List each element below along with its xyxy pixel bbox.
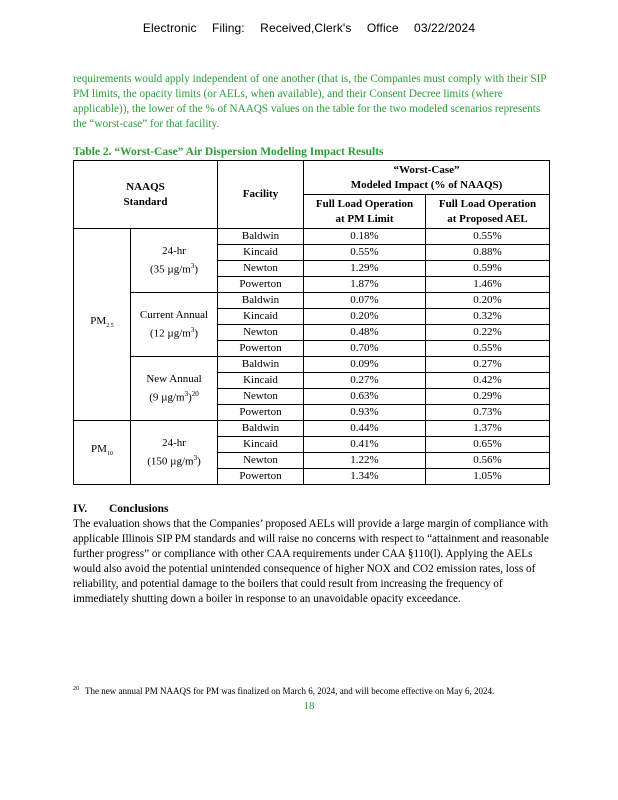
standard-24hr-pm25 [131, 229, 218, 293]
page-number: 18 [303, 700, 315, 712]
facility-header: Facility [218, 161, 304, 229]
pm10-base: PM [91, 443, 107, 456]
facility-cell: Newton [218, 389, 304, 405]
pm-limit-cell: 0.09% [304, 357, 426, 373]
ael-cell: 1.05% [426, 469, 550, 485]
pm-limit-cell: 0.63% [304, 389, 426, 405]
standard-24hr-line1: 24-hr [162, 244, 186, 257]
unit-superscript: 3 [193, 453, 198, 462]
ael-cell: 0.29% [426, 389, 550, 405]
facility-cell: Baldwin [218, 229, 304, 245]
table-caption: Table 2. “Worst-Case” Air Dispersion Modeling Impact Results [73, 146, 384, 158]
table-row [74, 293, 550, 309]
ael-cell: 0.55% [426, 229, 550, 245]
header-part-3: Received,Clerk's [260, 21, 352, 35]
pm25-base: PM [90, 315, 107, 328]
ael-cell: 0.32% [426, 309, 550, 325]
pm-limit-cell: 1.29% [304, 261, 426, 277]
proposed-ael-header-line2: at Proposed AEL [447, 212, 528, 225]
ael-cell: 0.59% [426, 261, 550, 277]
ael-cell: 0.73% [426, 405, 550, 421]
facility-cell: Kincaid [218, 309, 304, 325]
pm-limit-cell: 1.34% [304, 469, 426, 485]
pm-limit-header-line2: at PM Limit [335, 212, 394, 225]
standard-24hr-pm10-line1: 24-hr [162, 436, 186, 449]
pm-limit-cell: 1.22% [304, 453, 426, 469]
standard-new-annual-line1: New Annual [146, 372, 202, 385]
table-row [74, 421, 550, 437]
facility-cell: Newton [218, 453, 304, 469]
facility-cell: Powerton [218, 405, 304, 421]
proposed-ael-header-line1: Full Load Operation [438, 197, 537, 210]
pm-limit-cell: 0.07% [304, 293, 426, 309]
pm-limit-header [304, 195, 426, 229]
table-row [74, 229, 550, 245]
conclusion-paragraph: The evaluation shows that the Companies’ proposed AELs will provide a large margin of compliance with applicable Illinois SIP PM standards and will raise no concerns with respect to “attainment and reasonable further progress” or compliance with other CAA requirements under CAA §110(l). Applying the AELs would also avoid the potential unintended consequence of higher NOX and CO2 emission rates, loss of reliability, and potential damage to the boilers that could result from increasing the frequency of immediately shutting down a boiler in response to an unavoidable opacity exceedance. [73, 518, 549, 605]
impact-results-table [73, 160, 550, 485]
proposed-ael-header [426, 195, 550, 229]
table-row [74, 357, 550, 373]
pollutant-pm10 [74, 421, 131, 485]
pm-limit-cell: 0.93% [304, 405, 426, 421]
ael-cell: 0.65% [426, 437, 550, 453]
standard-current-annual-line1: Current Annual [139, 308, 209, 321]
close-paren: ) [188, 391, 192, 404]
facility-cell: Kincaid [218, 373, 304, 389]
header-part-2: Filing: [212, 21, 245, 35]
worst-case-line2: Modeled Impact (% of NAAQS) [350, 178, 503, 191]
facility-cell: Kincaid [218, 437, 304, 453]
facility-cell: Powerton [218, 277, 304, 293]
unit-superscript: 3 [184, 389, 189, 398]
pm-limit-cell: 0.70% [304, 341, 426, 357]
facility-cell: Baldwin [218, 357, 304, 373]
standard-new-annual-line2: (9 µg/m [149, 391, 185, 404]
ael-cell: 1.46% [426, 277, 550, 293]
footnote-text: The new annual PM NAAQS for PM was finalized on March 6, 2024, and will become effective on May 6, 2024. [85, 686, 495, 696]
header-part-1: Electronic [142, 21, 197, 35]
pm-limit-header-line1: Full Load Operation [315, 197, 414, 210]
header-date: 03/22/2024 [414, 21, 476, 35]
standard-24hr-line2: (35 µg/m [149, 263, 191, 276]
facility-cell: Baldwin [218, 293, 304, 309]
standard-current-annual [131, 293, 218, 357]
ael-cell: 0.27% [426, 357, 550, 373]
ael-cell: 0.20% [426, 293, 550, 309]
electronic-filing-header [0, 21, 618, 35]
close-paren: ) [194, 263, 199, 276]
pm-limit-cell: 0.20% [304, 309, 426, 325]
standard-new-annual [131, 357, 218, 421]
facility-cell: Powerton [218, 341, 304, 357]
pm-limit-cell: 1.87% [304, 277, 426, 293]
unit-superscript: 3 [190, 325, 195, 334]
section-title: Conclusions [109, 503, 169, 515]
intro-paragraph: requirements would apply independent of one another (that is, the Companies must comply with their SIP PM limits, the opacity limits (or AELs, when available), and their Consent Decree limits (where applicable)), the lower of the % of NAAQS values on the table for the two modeled scenarios represents the “worst-case” for that facility. [73, 73, 547, 130]
naaqs-standard-header [74, 161, 218, 229]
pm10-subscript: 10 [106, 451, 113, 458]
section-number: IV. [73, 503, 88, 515]
facility-cell: Powerton [218, 469, 304, 485]
footnote-reference: 20 [191, 389, 199, 398]
pm-limit-cell: 0.41% [304, 437, 426, 453]
ael-cell: 0.42% [426, 373, 550, 389]
standard-current-annual-line2: (12 µg/m [149, 327, 191, 340]
naaqs-header-line2: Standard [123, 195, 168, 208]
unit-superscript: 3 [190, 261, 195, 270]
section-heading [73, 503, 168, 515]
pollutant-pm25 [74, 229, 131, 421]
ael-cell: 0.88% [426, 245, 550, 261]
pm-limit-cell: 0.44% [304, 421, 426, 437]
facility-cell: Newton [218, 261, 304, 277]
pm-limit-cell: 0.27% [304, 373, 426, 389]
pm-limit-cell: 0.18% [304, 229, 426, 245]
naaqs-header-line1: NAAQS [126, 180, 165, 193]
pm-limit-cell: 0.48% [304, 325, 426, 341]
footnote-marker: 20 [73, 686, 79, 692]
ael-cell: 0.22% [426, 325, 550, 341]
facility-cell: Kincaid [218, 245, 304, 261]
worst-case-header [304, 161, 550, 195]
footnote [73, 686, 553, 696]
standard-24hr-pm10 [131, 421, 218, 485]
facility-cell: Baldwin [218, 421, 304, 437]
header-part-4: Office [366, 21, 399, 35]
ael-cell: 0.55% [426, 341, 550, 357]
pm-limit-cell: 0.55% [304, 245, 426, 261]
worst-case-line1: “Worst-Case” [393, 163, 460, 176]
ael-cell: 1.37% [426, 421, 550, 437]
close-paren: ) [197, 455, 201, 468]
pm25-subscript: 2.5 [106, 323, 114, 330]
facility-cell: Newton [218, 325, 304, 341]
ael-cell: 0.56% [426, 453, 550, 469]
close-paren: ) [194, 327, 199, 340]
standard-24hr-pm10-line2: (150 µg/m [147, 455, 194, 468]
